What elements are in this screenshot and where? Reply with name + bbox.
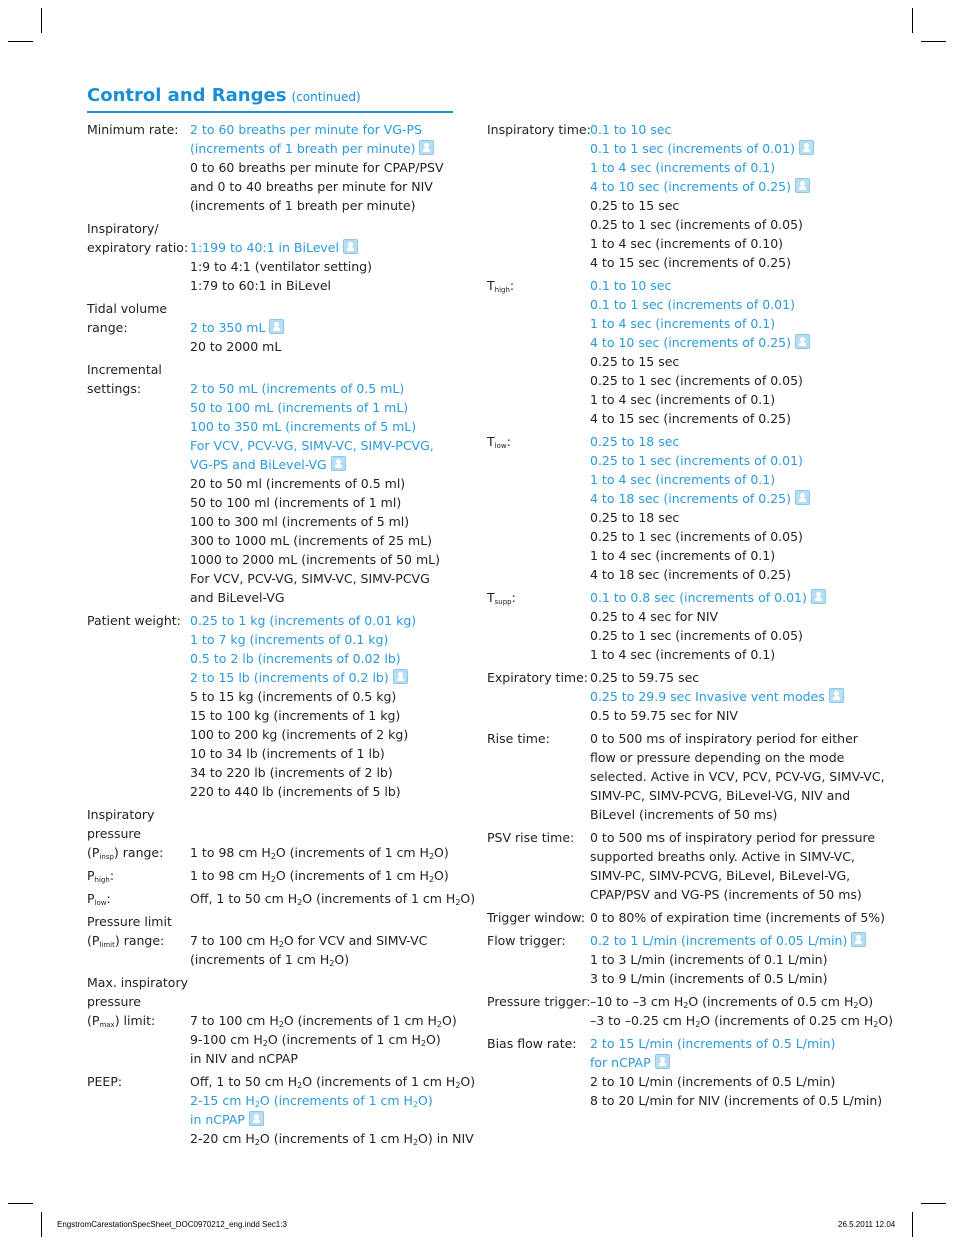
crop-mark [41,8,42,33]
neonatal-baby-icon [419,140,434,155]
spec-section [87,805,467,862]
value-line: For VCV, PCV-VG, SIMV-VC, SIMV-PCVG [190,571,430,586]
spec-values [190,219,467,295]
spec-label-line: Pressure limit [87,914,172,929]
value-line: 15 to 100 kg (increments of 1 kg) [190,708,401,723]
neonatal-value-line: in nCPAP [190,1110,475,1129]
spec-section [87,866,467,885]
value-line: 0.25 to 1 sec (increments of 0.05) [590,217,803,232]
value-line: 1 to 4 sec (increments of 0.1) [590,647,776,662]
crop-mark [921,41,946,42]
crop-mark [8,41,33,42]
value-line: 50 to 100 ml (increments of 1 ml) [190,495,402,510]
spec-label-line: Flow trigger: [487,933,566,948]
crop-mark [912,8,913,33]
spec-label-line: Trigger window: [487,910,586,925]
spec-label-line: Incremental [87,362,162,377]
spec-values [590,432,887,584]
value-line: flow or pressure depending on the mode [590,750,845,765]
crop-mark [8,1203,33,1204]
value-line: 1000 to 2000 mL (increments of 50 mL) [190,552,440,567]
spec-values [590,729,887,824]
spec-label-line: Minimum rate: [87,122,179,137]
spec-label-line: Inspiratory time: [487,122,591,137]
spec-label [487,992,590,1030]
value-line: 0 to 500 ms of inspiratory period for pressure [590,830,876,845]
neonatal-baby-icon [795,178,810,193]
spec-label [487,276,590,428]
spec-label-line: Bias flow rate: [487,1036,577,1051]
spec-label [87,912,190,969]
spec-section [87,120,467,215]
neonatal-value-line: 50 to 100 mL (increments of 1 mL) [190,400,409,415]
value-line: 100 to 300 ml (increments of 5 ml) [190,514,410,529]
title-continued: (continued) [291,90,361,104]
value-line: 2 to 10 L/min (increments of 0.5 L/min) [590,1074,836,1089]
value-line: in NIV and nCPAP [190,1051,298,1066]
spec-values [590,992,893,1030]
neonatal-value-line: 1 to 4 sec (increments of 0.1) [590,316,776,331]
spec-label [487,588,590,664]
spec-section [487,931,887,988]
neonatal-value-line: 0.5 to 2 lb (increments of 0.02 lb) [190,651,401,666]
spec-section [87,912,467,969]
value-line [190,299,467,318]
spec-section [487,828,887,904]
spec-label-line: pressure [87,994,141,1009]
value-line [190,219,467,238]
value-line: 10 to 34 lb (increments of 1 lb) [190,746,385,761]
value-line: 100 to 200 kg (increments of 2 kg) [190,727,409,742]
neonatal-value-line: 2 to 60 breaths per minute for VG-PS [190,122,422,137]
value-line: 8 to 20 L/min for NIV (increments of 0.5 L/min) [590,1093,883,1108]
neonatal-value-line: 1 to 7 kg (increments of 0.1 kg) [190,632,389,647]
neonatal-value-line: 0.1 to 1 sec (increments of 0.01) [590,297,795,312]
neonatal-value-line: 0.25 to 18 sec [590,434,680,449]
spec-label-line: $T_{high}$: [487,278,515,294]
value-line: 1:9 to 4:1 (ventilator setting) [190,259,372,274]
spec-label-line: Expiratory time: [487,670,589,685]
value-line: 0 to 60 breaths per minute for CPAP/PSV [190,160,444,175]
spec-label-line: $P_{high}$: [87,868,115,884]
spec-label-line: $T_{low}$: [487,434,511,450]
value-line: 4 to 15 sec (increments of 0.25) [590,411,791,426]
spec-label [487,931,590,988]
spec-section [487,992,894,1030]
value-line: CPAP/PSV and VG-PS (increments of 50 ms) [590,887,862,902]
value-line: 220 to 440 lb (increments of 5 lb) [190,784,401,799]
left-column [87,120,476,1152]
spec-section [87,299,467,356]
neonatal-value-line: 1 to 4 sec (increments of 0.1) [590,160,776,175]
spec-section [87,611,467,801]
spec-section [87,889,476,908]
spec-label [87,1072,190,1148]
neonatal-value-line: for nCPAP [590,1053,887,1072]
value-line: 34 to 220 lb (increments of 2 lb) [190,765,393,780]
neonatal-value-line: 1 to 4 sec (increments of 0.1) [590,472,776,487]
value-line: supported breaths only. Active in SIMV-VC, [590,849,855,864]
spec-label-line: Inspiratory/ [87,221,159,236]
spec-section [87,219,467,295]
value-line: 20 to 2000 mL [190,339,282,354]
spec-values [590,276,887,428]
spec-label-line: $P_{low}$: [87,891,111,907]
spec-label-line: $T_{supp}$: [487,590,516,606]
value-line: 0.25 to 59.75 sec [590,670,700,685]
neonatal-value-line: 0.1 to 1 sec (increments of 0.01) [590,139,887,158]
value-line: 0.25 to 15 sec [590,198,680,213]
value-line: selected. Active in VCV, PCV, PCV-VG, SIMV-VC, [590,769,885,784]
spec-values [590,931,887,988]
spec-values [590,120,887,272]
spec-label [87,611,190,801]
spec-section [487,120,887,272]
neonatal-baby-icon [343,239,358,254]
spec-label [487,908,590,927]
neonatal-value-line: 2 to 15 lb (increments of 0.2 lb) [190,668,467,687]
spec-label-line: Tidal volume [87,301,168,316]
value-line: Off, 1 to 50 cm $H_2O$ (increments of 1 cm $H_2O$) [190,1074,476,1090]
value-line [190,824,467,843]
value-line: 7 to 100 cm $H_2O$ (increments of 1 cm $H_2O$) [190,1013,457,1029]
value-line: 2-20 cm $H_2O$ (increments of 1 cm $H_2O$) in NIV [190,1131,474,1147]
spec-values [190,889,475,908]
spec-label-line: settings: [87,381,142,396]
neonatal-value-line: VG-PS and BiLevel-VG [190,455,467,474]
neonatal-value-line: 4 to 10 sec (increments of 0.25) [590,177,887,196]
spec-section [487,668,887,725]
neonatal-value-line: For VCV, PCV-VG, SIMV-VC, SIMV-PCVG, [190,438,434,453]
value-line: 4 to 18 sec (increments of 0.25) [590,567,791,582]
neonatal-value-line: (increments of 1 breath per minute) [190,139,467,158]
value-line: 0.5 to 59.75 sec for NIV [590,708,738,723]
neonatal-value-line: 0.25 to 29.9 sec Invasive vent modes [590,687,887,706]
neonatal-value-line: 4 to 10 sec (increments of 0.25) [590,333,887,352]
neonatal-value-line: 0.25 to 1 kg (increments of 0.01 kg) [190,613,417,628]
neonatal-value-line: 0.1 to 10 sec [590,122,672,137]
value-line: 0 to 500 ms of inspiratory period for either [590,731,858,746]
neonatal-baby-icon [249,1111,264,1126]
spec-section [487,588,887,664]
value-line: 9-100 cm $H_2O$ (increments of 1 cm $H_2O$) [190,1032,441,1048]
crop-mark [912,1212,913,1237]
right-column [487,120,894,1114]
spec-values [590,908,887,927]
spec-label [487,729,590,824]
neonatal-value-line: 2 to 350 mL [190,318,467,337]
neonatal-value-line: 0.2 to 1 L/min (increments of 0.05 L/min) [590,931,887,950]
spec-label [487,828,590,904]
spec-label [87,889,190,908]
value-line: 1 to 3 L/min (increments of 0.1 L/min) [590,952,828,967]
neonatal-baby-icon [851,932,866,947]
spec-section [87,973,467,1068]
spec-label-line: $(P_{insp})$ range: [87,845,164,861]
neonatal-value-line: 0.1 to 0.8 sec (increments of 0.01) [590,588,887,607]
value-line: 0.25 to 18 sec [590,510,680,525]
spec-label-line: expiratory ratio: [87,240,189,255]
value-line: 0.25 to 1 sec (increments of 0.05) [590,529,803,544]
spec-label-line: PSV rise time: [487,830,575,845]
page-title [87,85,453,113]
spec-section [87,1072,476,1148]
spec-values [190,805,467,862]
spec-section [487,432,887,584]
neonatal-baby-icon [829,688,844,703]
spec-label [487,1034,590,1110]
neonatal-value-line: 1:199 to 40:1 in BiLevel [190,238,467,257]
neonatal-baby-icon [811,589,826,604]
value-line: 3 to 9 L/min (increments of 0.5 L/min) [590,971,828,986]
value-line: SIMV-PC, SIMV-PCVG, BiLevel-VG, NIV and [590,788,851,803]
neonatal-value-line: 2-15 cm $H_2O$ (increments of 1 cm $H_2O$) [190,1093,433,1109]
value-line: 5 to 15 kg (increments of 0.5 kg) [190,689,397,704]
value-line [190,992,467,1011]
value-line [190,805,467,824]
value-line: 20 to 50 ml (increments of 0.5 ml) [190,476,406,491]
value-line: –10 to –3 cm $H_2O$ (increments of 0.5 cm $H_2O$) [590,994,874,1010]
spec-label [87,805,190,862]
value-line: and 0 to 40 breaths per minute for NIV [190,179,433,194]
spec-label [487,432,590,584]
spec-label [487,668,590,725]
neonatal-value-line: 4 to 18 sec (increments of 0.25) [590,489,887,508]
spec-label-line: Max. inspiratory [87,975,188,990]
value-line: 0.25 to 1 sec (increments of 0.05) [590,628,803,643]
value-line: BiLevel (increments of 50 ms) [590,807,778,822]
value-line [190,973,467,992]
spec-label [87,120,190,215]
spec-section [487,729,887,824]
spec-label [87,299,190,356]
spec-label [487,120,590,272]
spec-values [590,828,887,904]
spec-values [590,588,887,664]
spec-values [190,360,467,607]
value-line [190,912,467,931]
value-line: 1 to 4 sec (increments of 0.10) [590,236,784,251]
neonatal-baby-icon [269,319,284,334]
spec-label [87,866,190,885]
spec-values [190,299,467,356]
spec-values [190,973,467,1068]
spec-values [190,611,467,801]
value-line: 1 to 98 cm $H_2O$ (increments of 1 cm $H_2O$) [190,845,449,861]
neonatal-value-line: 2 to 50 mL (increments of 0.5 mL) [190,381,405,396]
neonatal-baby-icon [799,140,814,155]
title-main: Control and Ranges [87,85,287,106]
neonatal-baby-icon [655,1054,670,1069]
footer-file: EngstromCarestationSpecSheet_DOC0970212_eng.indd Sec1:3 [57,1220,287,1229]
spec-label-line: Rise time: [487,731,550,746]
spec-label-line: $(P_{max})$ limit: [87,1013,156,1029]
value-line: SIMV-PC, SIMV-PCVG, BiLevel, BiLevel-VG, [590,868,851,883]
value-line: 1 to 98 cm $H_2O$ (increments of 1 cm $H_2O$) [190,868,449,884]
spec-section [487,908,887,927]
spec-label [87,219,190,295]
spec-label-line: pressure [87,826,141,841]
value-line: (increments of 1 breath per minute) [190,198,416,213]
value-line: 1:79 to 60:1 in BiLevel [190,278,332,293]
crop-mark [41,1212,42,1237]
spec-section [87,360,467,607]
neonatal-value-line: 0.25 to 1 sec (increments of 0.01) [590,453,803,468]
value-line: 1 to 4 sec (increments of 0.1) [590,392,776,407]
spec-label-line: Patient weight: [87,613,181,628]
spec-label-line: $(P_{limit})$ range: [87,933,165,949]
value-line: –3 to –0.25 cm $H_2O$ (increments of 0.25 cm $H_2O$) [590,1013,894,1029]
spec-label [87,973,190,1068]
spec-label-line: range: [87,320,128,335]
spec-values [190,1072,475,1148]
neonatal-baby-icon [331,456,346,471]
spec-section [487,276,887,428]
spec-values [190,866,467,885]
value-line [190,360,467,379]
spec-section [487,1034,887,1110]
neonatal-value-line: 100 to 350 mL (increments of 5 mL) [190,419,417,434]
neonatal-value-line: 0.1 to 10 sec [590,278,672,293]
neonatal-baby-icon [393,669,408,684]
spec-values [190,912,467,969]
neonatal-baby-icon [795,490,810,505]
value-line: 0.25 to 15 sec [590,354,680,369]
spec-values [590,1034,887,1110]
value-line: 0 to 80% of expiration time (increments of 5%) [590,910,886,925]
value-line: 7 to 100 cm $H_2O$ for VCV and SIMV-VC [190,933,428,949]
footer-date: 26.5.2011 12.04 [838,1220,896,1229]
value-line: 0.25 to 4 sec for NIV [590,609,719,624]
spec-values [590,668,887,725]
spec-label-line: Inspiratory [87,807,155,822]
value-line: 1 to 4 sec (increments of 0.1) [590,548,776,563]
value-line: and BiLevel-VG [190,590,285,605]
spec-label-line: Pressure trigger: [487,994,591,1009]
value-line: (increments of 1 cm $H_2O$) [190,952,350,968]
spec-label [87,360,190,607]
value-line: 300 to 1000 mL (increments of 25 mL) [190,533,433,548]
spec-label-line: PEEP: [87,1074,123,1089]
value-line: 4 to 15 sec (increments of 0.25) [590,255,791,270]
value-line: 0.25 to 1 sec (increments of 0.05) [590,373,803,388]
neonatal-baby-icon [795,334,810,349]
neonatal-value-line: 2 to 15 L/min (increments of 0.5 L/min) [590,1036,836,1051]
crop-mark [921,1203,946,1204]
spec-values [190,120,467,215]
value-line: Off, 1 to 50 cm $H_2O$ (increments of 1 cm $H_2O$) [190,891,476,907]
